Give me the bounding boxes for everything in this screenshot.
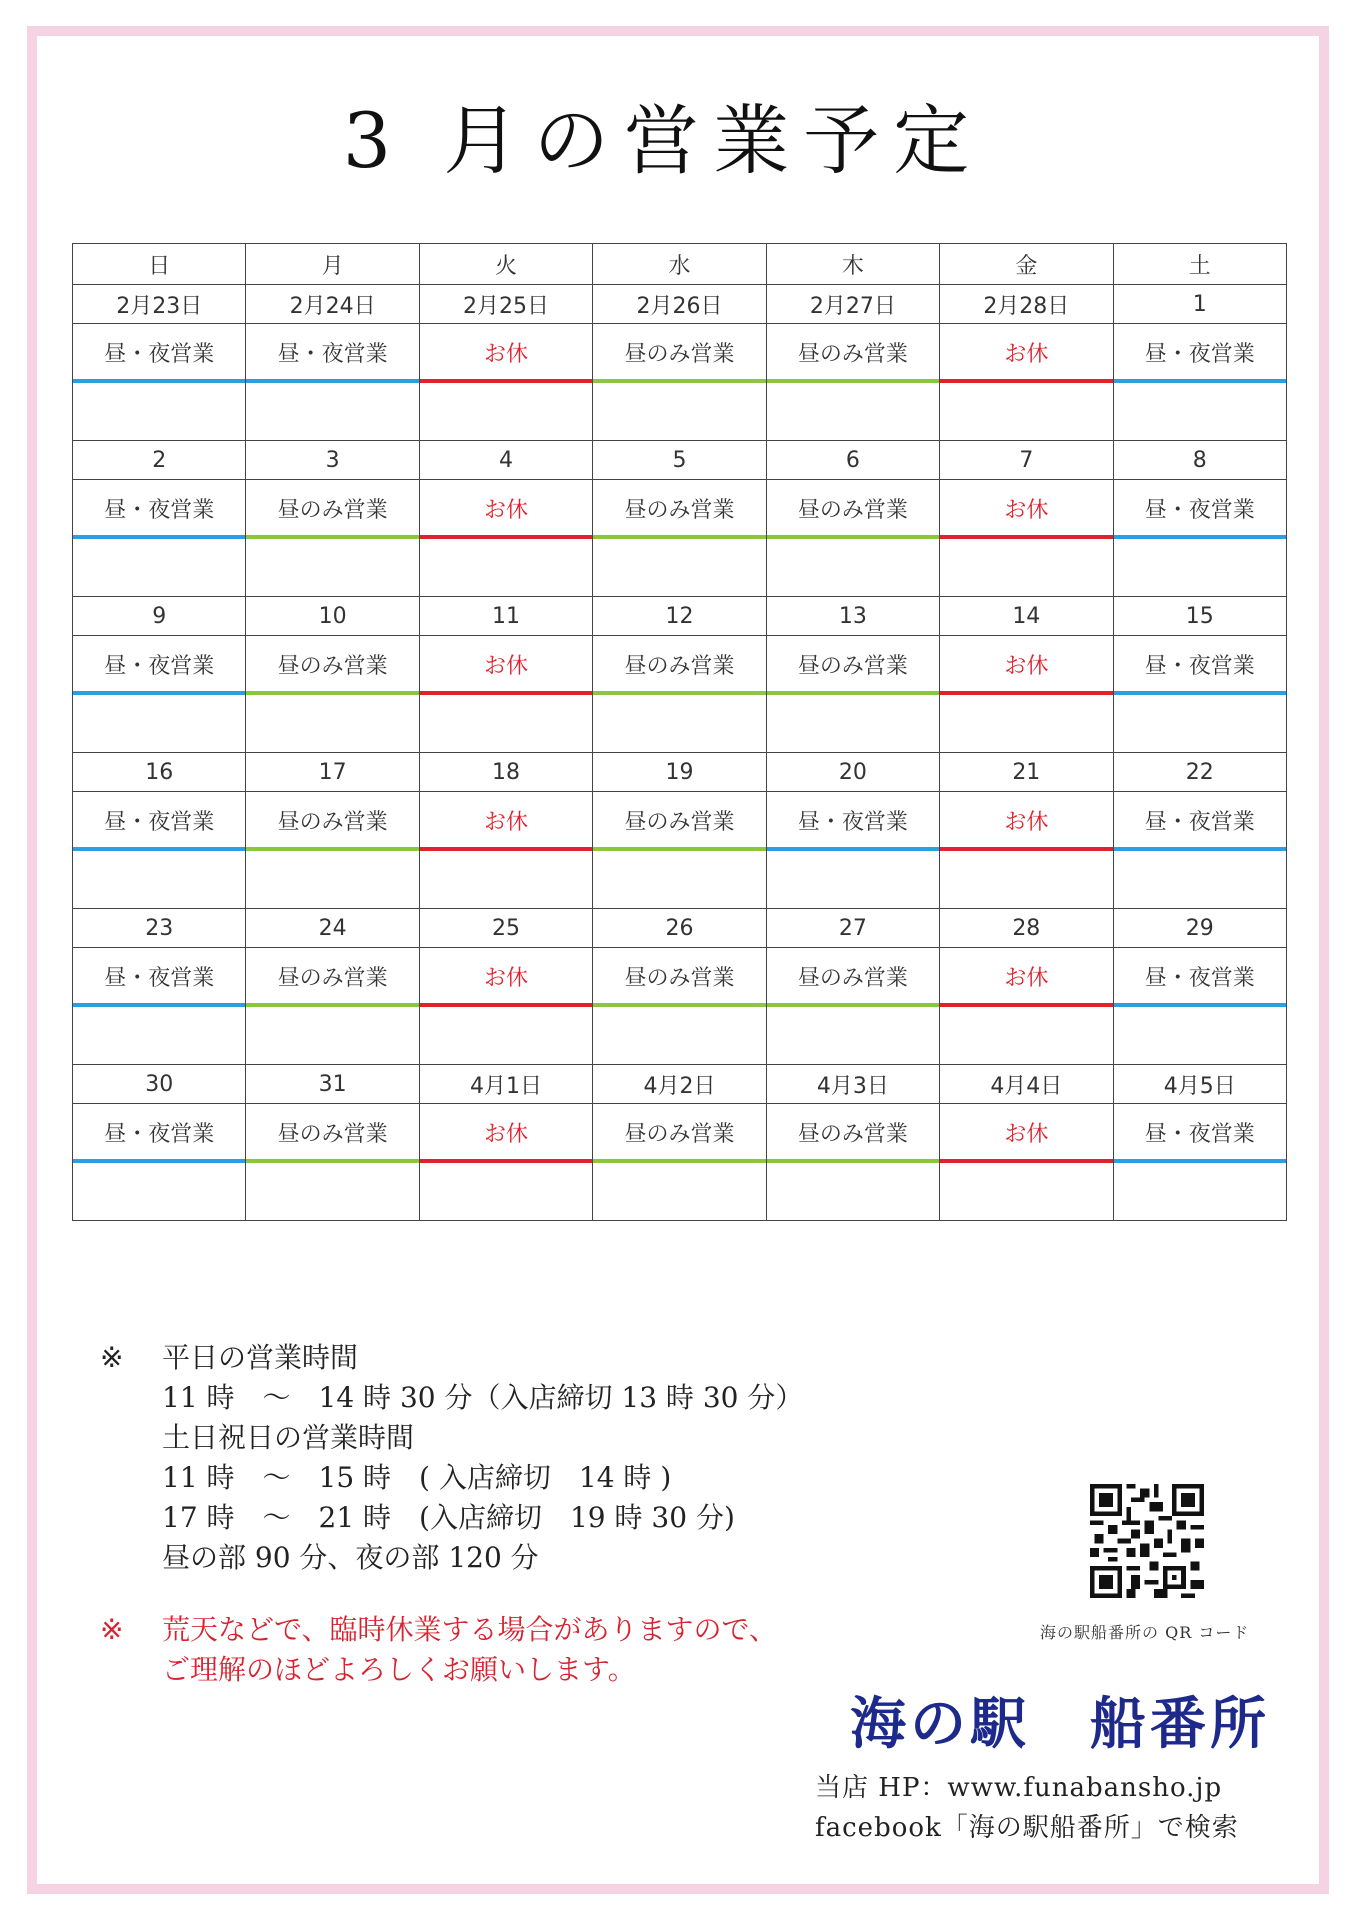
qr-code-image — [1090, 1484, 1204, 1598]
date-row — [73, 1065, 1287, 1104]
status-label: 昼のみ営業 — [277, 498, 388, 523]
status-cell — [1113, 948, 1286, 1006]
status-cell — [1113, 1104, 1286, 1162]
status-cell — [766, 948, 939, 1006]
facebook-search-hint: facebook「海の駅船番所」で検索 — [815, 1813, 1239, 1843]
status-label: お休 — [1004, 966, 1049, 991]
status-row — [73, 324, 1287, 382]
status-cell — [246, 1104, 419, 1162]
blank-cell — [766, 850, 939, 909]
status-label: 昼・夜営業 — [104, 1122, 215, 1147]
date-cell: 5 — [593, 441, 766, 480]
blank-cell — [940, 382, 1113, 441]
date-cell: 23 — [73, 909, 246, 948]
status-row — [73, 480, 1287, 538]
blank-cell — [766, 694, 939, 753]
status-label: お休 — [1004, 654, 1049, 679]
status-cell — [593, 792, 766, 850]
status-label: 昼・夜営業 — [797, 810, 908, 835]
status-cell — [766, 792, 939, 850]
blank-cell — [419, 538, 592, 597]
status-cell — [940, 636, 1113, 694]
blank-cell — [246, 382, 419, 441]
session-duration: 昼の部 90 分、夜の部 120 分 — [162, 1541, 539, 1574]
weekday-mon: 月 — [246, 244, 419, 285]
date-cell: 18 — [419, 753, 592, 792]
date-cell: 11 — [419, 597, 592, 636]
blank-cell — [1113, 382, 1286, 441]
blank-cell — [246, 1006, 419, 1065]
business-hours-notes — [100, 1338, 803, 1578]
status-label: お休 — [484, 498, 529, 523]
date-cell: 3 — [246, 441, 419, 480]
date-cell: 2月23日 — [73, 285, 246, 324]
status-cell — [593, 948, 766, 1006]
status-label: 昼のみ営業 — [624, 810, 735, 835]
blank-cell — [593, 694, 766, 753]
status-cell — [593, 480, 766, 538]
status-label: お休 — [1004, 1122, 1049, 1147]
status-cell — [766, 1104, 939, 1162]
date-cell: 30 — [73, 1065, 246, 1104]
date-cell: 7 — [940, 441, 1113, 480]
status-row — [73, 636, 1287, 694]
date-cell: 2 — [73, 441, 246, 480]
date-cell: 13 — [766, 597, 939, 636]
blank-cell — [73, 1162, 246, 1221]
date-cell: 8 — [1113, 441, 1286, 480]
date-cell: 2月28日 — [940, 285, 1113, 324]
blank-cell — [940, 538, 1113, 597]
date-cell: 22 — [1113, 753, 1286, 792]
status-cell — [940, 480, 1113, 538]
status-label: 昼・夜営業 — [277, 342, 388, 367]
date-cell: 1 — [1113, 285, 1286, 324]
date-row — [73, 285, 1287, 324]
date-cell: 27 — [766, 909, 939, 948]
date-cell: 26 — [593, 909, 766, 948]
blank-cell — [1113, 1162, 1286, 1221]
date-cell: 25 — [419, 909, 592, 948]
status-cell — [246, 324, 419, 382]
blank-row — [73, 538, 1287, 597]
status-label: 昼のみ営業 — [797, 966, 908, 991]
blank-row — [73, 850, 1287, 909]
status-cell — [940, 792, 1113, 850]
status-cell — [766, 324, 939, 382]
status-cell — [73, 324, 246, 382]
status-label: 昼のみ営業 — [624, 966, 735, 991]
weekday-tue: 火 — [419, 244, 592, 285]
status-label: 昼・夜営業 — [1144, 498, 1255, 523]
date-cell: 20 — [766, 753, 939, 792]
status-cell — [73, 480, 246, 538]
blank-cell — [593, 850, 766, 909]
status-label: 昼のみ営業 — [277, 810, 388, 835]
date-cell: 4月2日 — [593, 1065, 766, 1104]
weekday-hours: 11 時 ～ 14 時 30 分（入店締切 13 時 30 分） — [162, 1381, 804, 1414]
date-cell: 17 — [246, 753, 419, 792]
weekday-fri: 金 — [940, 244, 1113, 285]
status-label: 昼のみ営業 — [277, 1122, 388, 1147]
status-label: お休 — [484, 966, 529, 991]
status-label: 昼のみ営業 — [624, 1122, 735, 1147]
date-cell: 4月5日 — [1113, 1065, 1286, 1104]
blank-cell — [419, 382, 592, 441]
date-row — [73, 909, 1287, 948]
date-cell: 4月4日 — [940, 1065, 1113, 1104]
status-label: 昼・夜営業 — [104, 342, 215, 367]
status-label: お休 — [1004, 498, 1049, 523]
status-label: 昼のみ営業 — [797, 342, 908, 367]
status-cell — [766, 636, 939, 694]
status-cell — [419, 636, 592, 694]
status-cell — [1113, 480, 1286, 538]
weekend-hours-dinner: 17 時 ～ 21 時 (入店締切 19 時 30 分) — [162, 1501, 735, 1534]
status-label: 昼のみ営業 — [624, 342, 735, 367]
date-cell: 9 — [73, 597, 246, 636]
date-cell: 14 — [940, 597, 1113, 636]
status-cell — [940, 948, 1113, 1006]
status-label: 昼・夜営業 — [1144, 810, 1255, 835]
status-label: 昼・夜営業 — [1144, 1122, 1255, 1147]
date-cell: 6 — [766, 441, 939, 480]
blank-cell — [940, 694, 1113, 753]
blank-cell — [73, 1006, 246, 1065]
weekday-header-row — [73, 244, 1287, 285]
homepage-url: 当店 HP：www.funabansho.jp — [815, 1773, 1223, 1803]
status-cell — [246, 948, 419, 1006]
status-row — [73, 1104, 1287, 1162]
date-cell: 2月24日 — [246, 285, 419, 324]
date-cell: 15 — [1113, 597, 1286, 636]
date-row — [73, 753, 1287, 792]
status-cell — [1113, 636, 1286, 694]
blank-cell — [1113, 694, 1286, 753]
blank-cell — [766, 382, 939, 441]
shop-logo-text: 海の駅 船番所 — [850, 1691, 1270, 1757]
status-label: お休 — [484, 654, 529, 679]
blank-cell — [940, 1162, 1113, 1221]
blank-row — [73, 1006, 1287, 1065]
date-row — [73, 597, 1287, 636]
weekday-sat: 土 — [1113, 244, 1286, 285]
status-cell — [419, 792, 592, 850]
date-cell: 29 — [1113, 909, 1286, 948]
weekday-sun: 日 — [73, 244, 246, 285]
status-label: 昼のみ営業 — [624, 498, 735, 523]
blank-cell — [593, 1006, 766, 1065]
date-cell: 31 — [246, 1065, 419, 1104]
business-calendar — [72, 243, 1287, 1221]
blank-cell — [593, 1162, 766, 1221]
date-cell: 21 — [940, 753, 1113, 792]
status-label: お休 — [1004, 810, 1049, 835]
status-cell — [940, 1104, 1113, 1162]
blank-cell — [246, 538, 419, 597]
blank-row — [73, 382, 1287, 441]
date-cell: 24 — [246, 909, 419, 948]
status-cell — [419, 1104, 592, 1162]
blank-cell — [73, 538, 246, 597]
blank-cell — [73, 694, 246, 753]
status-label: 昼のみ営業 — [797, 654, 908, 679]
weekday-wed: 水 — [593, 244, 766, 285]
status-cell — [419, 948, 592, 1006]
status-label: 昼・夜営業 — [1144, 966, 1255, 991]
date-cell: 4月3日 — [766, 1065, 939, 1104]
page-title: 3 月の営業予定 — [342, 96, 984, 185]
blank-row — [73, 694, 1287, 753]
status-cell — [1113, 792, 1286, 850]
status-cell — [73, 792, 246, 850]
status-label: 昼のみ営業 — [277, 966, 388, 991]
status-cell — [246, 480, 419, 538]
weekend-hours-heading: 土日祝日の営業時間 — [162, 1421, 415, 1454]
status-cell — [73, 1104, 246, 1162]
status-cell — [419, 324, 592, 382]
qr-code-caption: 海の駅船番所の QR コード — [1040, 1623, 1250, 1642]
status-row — [73, 792, 1287, 850]
status-label: お休 — [484, 810, 529, 835]
date-cell: 4 — [419, 441, 592, 480]
weekday-hours-heading: 平日の営業時間 — [162, 1341, 359, 1374]
status-cell — [940, 324, 1113, 382]
date-cell: 19 — [593, 753, 766, 792]
date-cell: 12 — [593, 597, 766, 636]
status-label: 昼・夜営業 — [104, 498, 215, 523]
status-label: 昼のみ営業 — [797, 1122, 908, 1147]
blank-cell — [246, 694, 419, 753]
status-label: 昼・夜営業 — [1144, 654, 1255, 679]
status-cell — [1113, 324, 1286, 382]
status-label: 昼・夜営業 — [104, 966, 215, 991]
status-label: 昼のみ営業 — [277, 654, 388, 679]
blank-cell — [73, 382, 246, 441]
blank-cell — [766, 538, 939, 597]
warning-mark: ※ — [100, 1613, 124, 1646]
status-cell — [593, 636, 766, 694]
date-row — [73, 441, 1287, 480]
warning-line-1: 荒天などで、臨時休業する場合がありますので、 — [162, 1613, 777, 1646]
status-label: 昼・夜営業 — [104, 810, 215, 835]
status-cell — [419, 480, 592, 538]
status-cell — [73, 636, 246, 694]
blank-cell — [593, 382, 766, 441]
status-row — [73, 948, 1287, 1006]
status-label: お休 — [484, 1122, 529, 1147]
status-cell — [593, 1104, 766, 1162]
status-label: 昼のみ営業 — [624, 654, 735, 679]
weekday-thu: 木 — [766, 244, 939, 285]
status-cell — [246, 792, 419, 850]
status-cell — [766, 480, 939, 538]
status-label: 昼のみ営業 — [797, 498, 908, 523]
blank-cell — [766, 1006, 939, 1065]
weekend-hours-lunch: 11 時 ～ 15 時 ( 入店締切 14 時 ) — [162, 1461, 672, 1494]
note-mark: ※ — [100, 1341, 124, 1374]
date-cell: 16 — [73, 753, 246, 792]
date-cell: 28 — [940, 909, 1113, 948]
blank-cell — [766, 1162, 939, 1221]
date-cell: 10 — [246, 597, 419, 636]
status-cell — [73, 948, 246, 1006]
date-cell: 2月25日 — [419, 285, 592, 324]
blank-cell — [940, 1006, 1113, 1065]
blank-cell — [246, 850, 419, 909]
date-cell: 4月1日 — [419, 1065, 592, 1104]
blank-cell — [1113, 1006, 1286, 1065]
status-label: お休 — [484, 342, 529, 367]
blank-cell — [419, 850, 592, 909]
blank-cell — [246, 1162, 419, 1221]
status-cell — [246, 636, 419, 694]
closure-warning — [100, 1610, 777, 1690]
blank-cell — [1113, 850, 1286, 909]
blank-cell — [1113, 538, 1286, 597]
blank-cell — [419, 1006, 592, 1065]
status-label: お休 — [1004, 342, 1049, 367]
blank-cell — [419, 1162, 592, 1221]
blank-cell — [940, 850, 1113, 909]
date-cell: 2月26日 — [593, 285, 766, 324]
status-cell — [593, 324, 766, 382]
date-cell: 2月27日 — [766, 285, 939, 324]
blank-cell — [593, 538, 766, 597]
blank-cell — [73, 850, 246, 909]
status-label: 昼・夜営業 — [104, 654, 215, 679]
blank-cell — [419, 694, 592, 753]
status-label: 昼・夜営業 — [1144, 342, 1255, 367]
warning-line-2: ご理解のほどよろしくお願いします。 — [162, 1653, 636, 1686]
contact-info — [815, 1768, 1239, 1848]
blank-row — [73, 1162, 1287, 1221]
